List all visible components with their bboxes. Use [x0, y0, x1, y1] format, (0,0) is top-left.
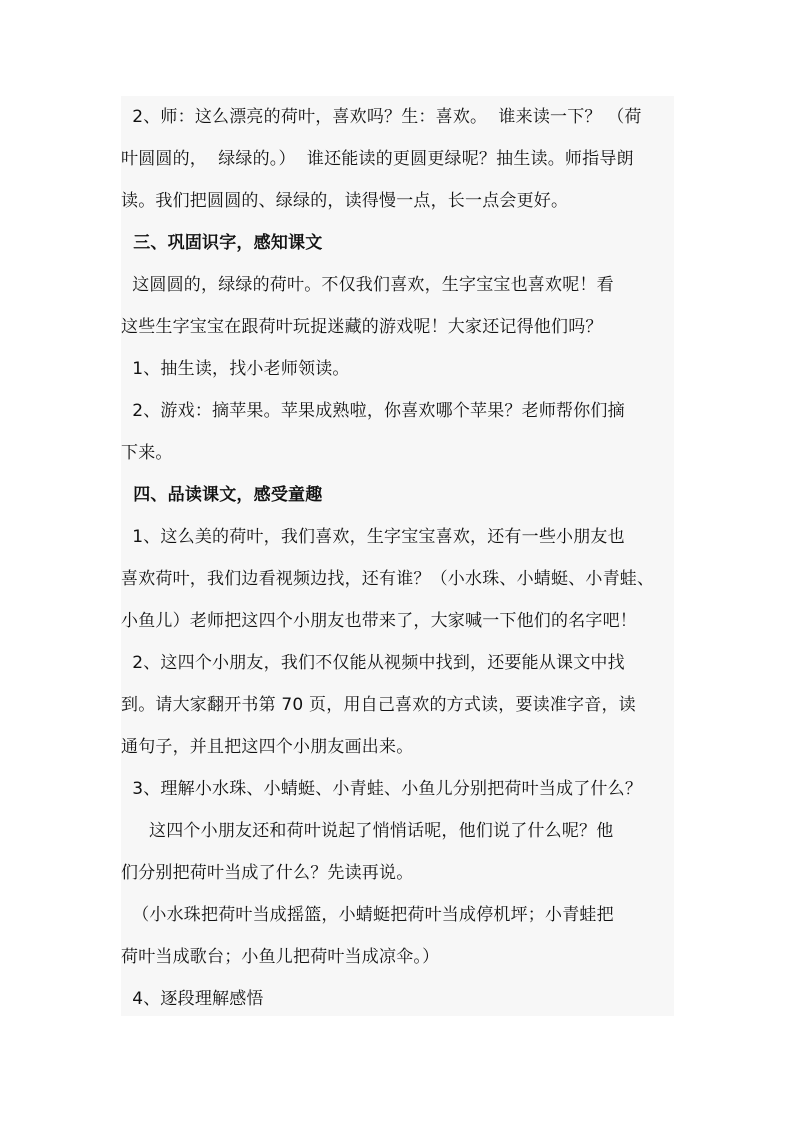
paragraph-line: 1、抽生读，找小老师领读。 [121, 359, 350, 379]
paragraph-line: 通句子，并且把这四个小朋友画出来。 [121, 737, 414, 757]
text-body [121, 96, 674, 1016]
paragraph-line: 下来。 [121, 443, 173, 463]
paragraph-line: 2、这四个小朋友，我们不仅能从视频中找到，还要能从课文中找 [121, 653, 625, 673]
paragraph-line: 这圆圆的，绿绿的荷叶。不仅我们喜欢，生字宝宝也喜欢呢！看 [121, 275, 614, 295]
paragraph-line: 2、游戏：摘苹果。苹果成熟啦，你喜欢哪个苹果？老师帮你们摘 [121, 401, 625, 421]
section-heading-4: 四、品读课文，感受童趣 [121, 485, 323, 505]
paragraph-line: （小水珠把荷叶当成摇篮，小蜻蜓把荷叶当成停机坪；小青蛙把 [121, 905, 614, 925]
paragraph-line: 2、师：这么漂亮的荷叶，喜欢吗？生：喜欢。 谁来读一下？ （荷 [121, 107, 642, 127]
paragraph-line: 1、这么美的荷叶，我们喜欢，生字宝宝喜欢，还有一些小朋友也 [121, 527, 625, 547]
paragraph-line: 这四个小朋友还和荷叶说起了悄悄话呢，他们说了什么呢？他 [121, 821, 614, 841]
paragraph-line: 读。我们把圆圆的、绿绿的，读得慢一点，长一点会更好。 [121, 191, 569, 211]
section-heading-3: 三、巩固识字，感知课文 [121, 233, 323, 253]
paragraph-line: 4、逐段理解感悟 [121, 989, 264, 1009]
paragraph-line: 喜欢荷叶，我们边看视频边找，还有谁？（小水珠、小蜻蜓、小青蛙、 [121, 569, 655, 589]
paragraph-line: 荷叶当成歌台；小鱼儿把荷叶当成凉伞。） [121, 947, 440, 967]
paragraph-line: 叶圆圆的， 绿绿的。） 谁还能读的更圆更绿呢？抽生读。师指导朗 [121, 149, 634, 169]
paragraph-line: 小鱼儿）老师把这四个小朋友也带来了，大家喊一下他们的名字吧！ [121, 611, 637, 631]
paragraph-line: 们分别把荷叶当成了什么？先读再说。 [121, 863, 414, 883]
paragraph-line: 3、理解小水珠、小蜻蜓、小青蛙、小鱼儿分别把荷叶当成了什么？ [121, 779, 643, 799]
paragraph-line: 这些生字宝宝在跟荷叶玩捉迷藏的游戏呢！大家还记得他们吗？ [121, 317, 603, 337]
paragraph-line: 到。请大家翻开书第 70 页，用自己喜欢的方式读，要读准字音，读 [121, 695, 636, 715]
